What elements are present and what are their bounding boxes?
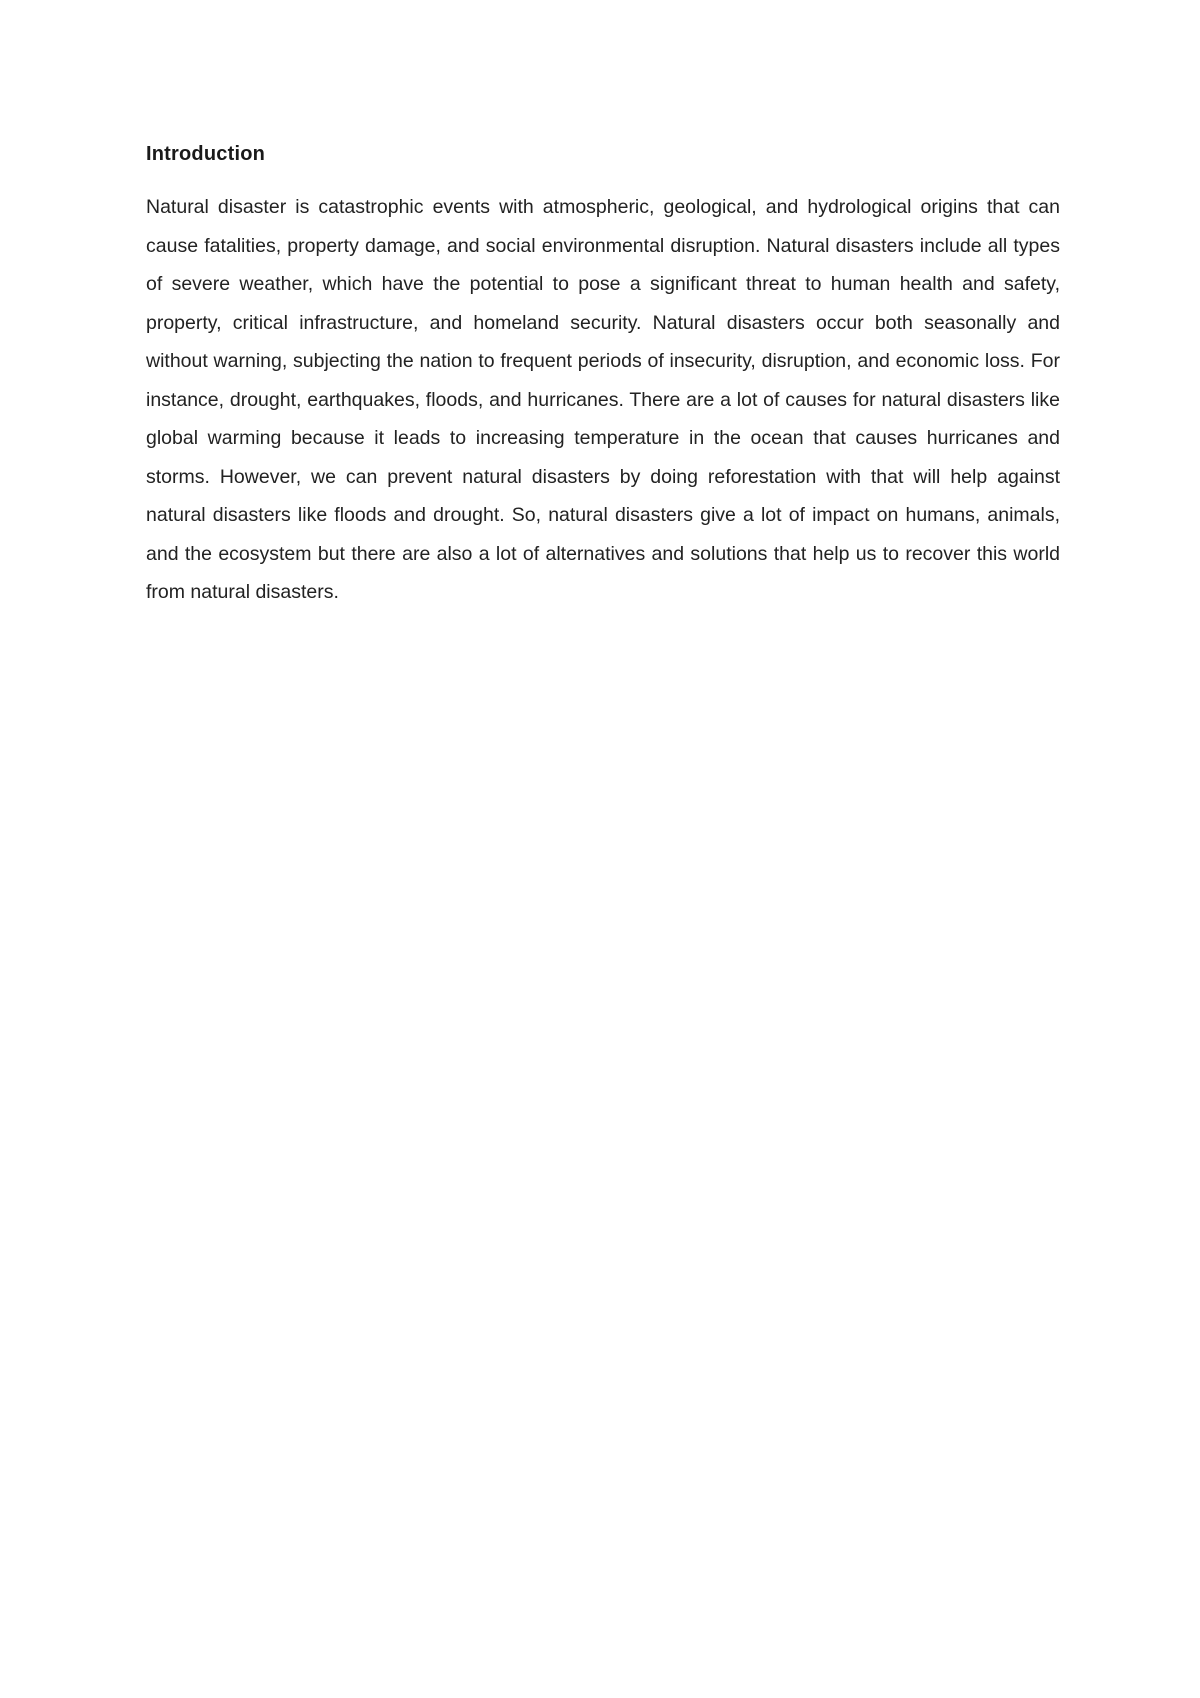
section-heading: Introduction bbox=[146, 143, 266, 165]
document-content bbox=[146, 143, 1060, 612]
body-paragraph: Natural disaster is catastrophic events with atmospheric, geological, and hydrological origins that can cause fatalities, property damage, and social environmental disruption. Natural disasters include all types of severe weather, which have the potential to pose a significant threat to human health and safety, property, critical infrastructure, and homeland security. Natural disasters occur both seasonally and without warning, subjecting the nation to frequent periods of insecurity, disruption, and economic loss. For instance, drought, earthquakes, floods, and hurricanes. There are a lot of causes for natural disasters like global warming because it leads to increasing temperature in the ocean that causes hurricanes and storms. However, we can prevent natural disasters by doing reforestation with that will help against natural disasters like floods and drought. So, natural disasters give a lot of impact on humans, animals, and the ecosystem but there are also a lot of alternatives and solutions that help us to recover this world from natural disasters. bbox=[146, 196, 1060, 603]
